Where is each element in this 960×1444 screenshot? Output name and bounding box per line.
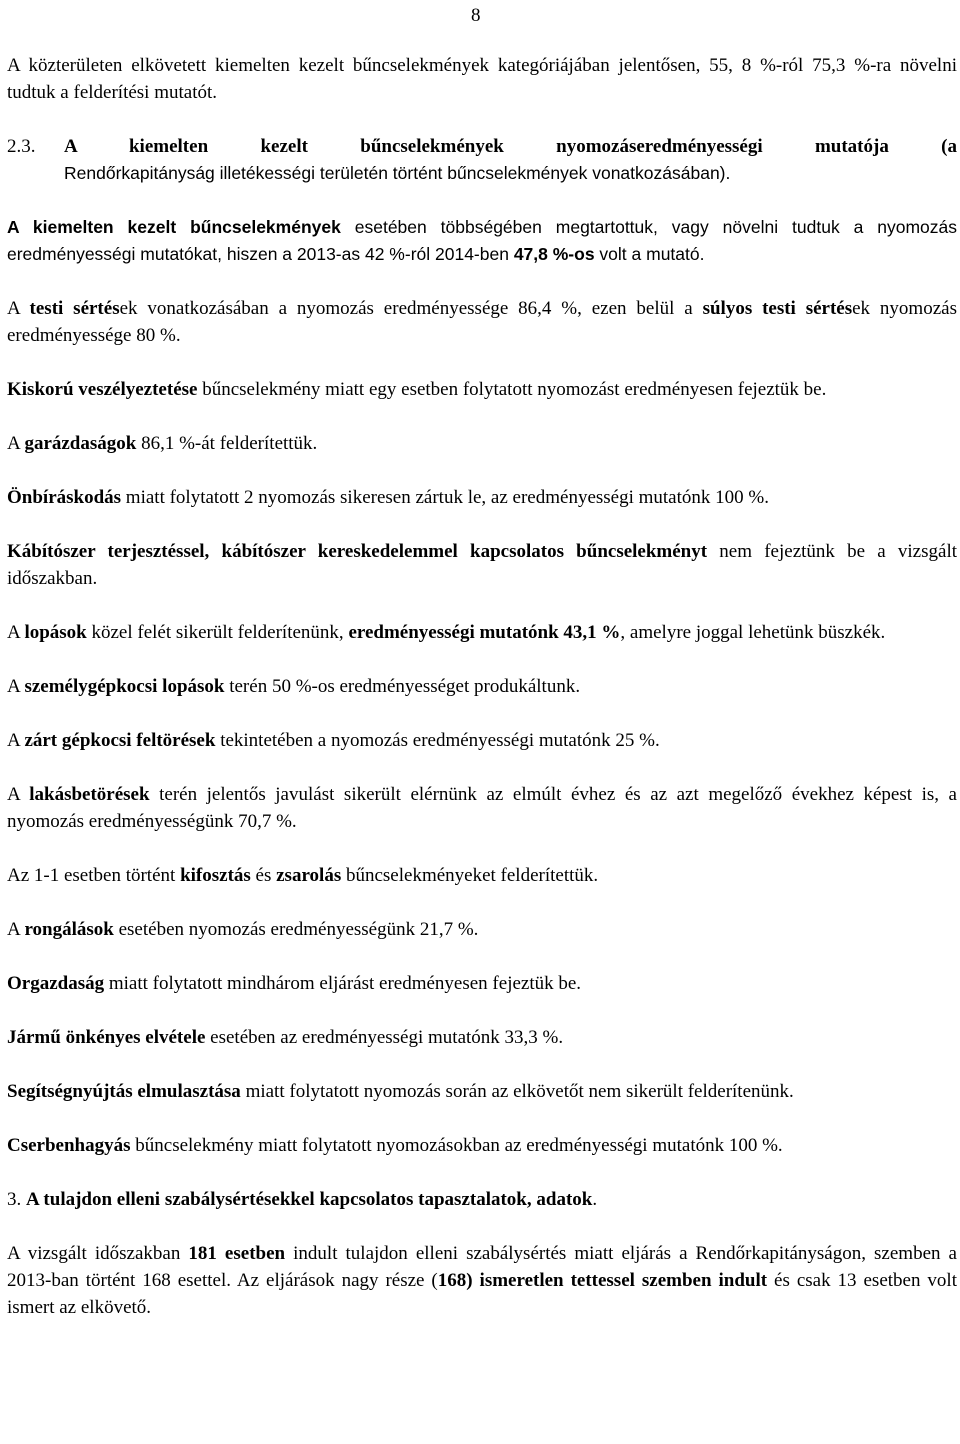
paragraph-minor-endangerment: Kiskorú veszélyeztetése bűncselekmény miatt egy esetben folytatott nyomozást eredményesen fejeztük be. xyxy=(7,379,827,400)
paragraph-receiving-stolen-goods: Orgazdaság miatt folytatott mindhárom eljárást eredményesen fejeztük be. xyxy=(7,973,582,994)
section-heading-3: 3. A tulajdon elleni szabálysértésekkel kapcsolatos tapasztalatok, adatok. xyxy=(7,1189,598,1210)
paragraph-property-offences: A vizsgált időszakban 181 esetben indult tulajdon elleni szabálysértés miatt eljárás a Rendőrkapitányságon, szemben a 2013-ban történt 168 esettel. Az eljárások nagy része (168) ismeretlen tettessel szemben indult és csak 13 esetben volt ismert az elkövető. xyxy=(7,1243,957,1318)
page-number: 8 xyxy=(471,5,481,26)
paragraph-drug-crimes: Kábítószer terjesztéssel, kábítószer kereskedelemmel kapcsolatos bűncselekményt nem fejeztünk be a vizsgált időszakban. xyxy=(7,541,957,589)
paragraph-thefts: A lopások közel felét sikerült felderítenünk, eredményességi mutatónk 43,1 %, amelyre joggal lehetünk büszkék. xyxy=(7,622,886,643)
paragraph-vigilantism: Önbíráskodás miatt folytatott 2 nyomozás sikeresen zártuk le, az eredményességi mutatónk 100 %. xyxy=(7,487,769,508)
section-title-line-1: A kiemelten kezelt bűncselekmények nyomozáseredményességi mutatója (a xyxy=(64,136,957,157)
paragraph-burglaries: A lakásbetörések terén jelentős javulást sikerült elérnünk az elmúlt évhez és az azt megelőző évekhez képest is, a nyomozás eredményességünk 70,7 %. xyxy=(7,784,957,832)
paragraph-hit-and-run: Cserbenhagyás bűncselekmény miatt folytatott nyomozásokban az eredményességi mutatónk 100 %. xyxy=(7,1135,783,1156)
section-heading-2-3 xyxy=(7,133,957,187)
paragraph-public-area-crimes: A közterületen elkövetett kiemelten kezelt bűncselekmények kategóriájában jelentősen, 55, 8 %-ról 75,3 %-ra növelni tudtuk a felderítési mutatót. xyxy=(7,55,957,103)
paragraph-vehicle-taking: Jármű önkényes elvétele esetében az eredményességi mutatónk 33,3 %. xyxy=(7,1027,564,1048)
paragraph-vandalism: A rongálások esetében nyomozás eredményességünk 21,7 %. xyxy=(7,919,479,940)
section-title-line-2: Rendőrkapitányság illetékességi területén történt bűncselekmények vonatkozásában). xyxy=(64,163,731,183)
paragraph-failure-to-assist: Segítségnyújtás elmulasztása miatt folytatott nyomozás során az elkövetőt nem sikerült felderítenünk. xyxy=(7,1081,794,1102)
paragraph-robbery-extortion: Az 1-1 esetben történt kifosztás és zsarolás bűncselekményeket felderítettük. xyxy=(7,865,599,886)
paragraph-car-thefts: A személygépkocsi lopások terén 50 %-os eredményességet produkáltunk. xyxy=(7,676,581,697)
paragraph-car-breakins: A zárt gépkocsi feltörések tekintetében a nyomozás eredményességi mutatónk 25 %. xyxy=(7,730,660,751)
paragraph-priority-crimes: A kiemelten kezelt bűncselekmények esetében többségében megtartottuk, vagy növelni tudtuk a nyomozás eredményességi mutatókat, hiszen a 2013-as 42 %-ról 2014-ben 47,8 %-os volt a mutató. xyxy=(7,217,957,264)
section-number: 2.3. xyxy=(7,136,36,157)
document-body xyxy=(7,52,957,1348)
paragraph-disorderly-conduct: A garázdaságok 86,1 %-át felderítettük. xyxy=(7,433,318,454)
paragraph-bodily-harm: A testi sértések vonatkozásában a nyomozás eredményessége 86,4 %, ezen belül a súlyos testi sértések nyomozás eredményessége 80 %. xyxy=(7,298,957,346)
